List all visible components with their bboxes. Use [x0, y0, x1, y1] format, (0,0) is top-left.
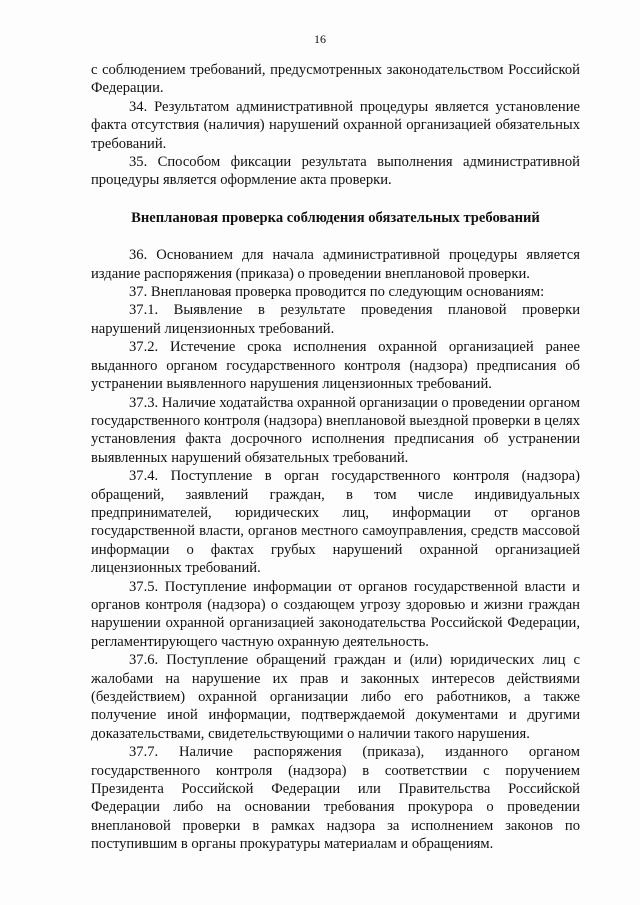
paragraph: 36. Основанием для начала административной процедуры является издание распоряжения (приказа) о проведении внеплановой проверки.: [91, 247, 580, 282]
paragraphs-before-heading: [91, 61, 580, 190]
document-body: [91, 61, 580, 854]
section-heading: Внеплановая проверка соблюдения обязательных требований: [131, 209, 540, 226]
paragraph: 37.1. Выявление в результате проведения плановой проверки нарушений лицензионных требований.: [91, 302, 580, 337]
paragraph: с соблюдением требований, предусмотренных законодательством Российской Федерации.: [91, 62, 580, 97]
page-number: 16: [314, 32, 326, 46]
paragraph: 37.2. Истечение срока исполнения охранной организацией ранее выданного органом государственного контроля (надзора) предписания об устранении выявленного нарушения лицензионных требований.: [91, 339, 580, 393]
paragraph: 37.4. Поступление в орган государственного контроля (надзора) обращений, заявлений граждан, в том числе индивидуальных предпринимателей, юридических лиц, информации от органов государственной власти, органов местного самоуправления, средств массовой информации о фактах грубых нарушений охранной организацией лицензионных требований.: [91, 468, 580, 577]
paragraph: 35. Способом фиксации результата выполнения административной процедуры является оформление акта проверки.: [91, 154, 580, 189]
paragraph: 37.6. Поступление обращений граждан и (или) юридических лиц с жалобами на нарушение их прав и законных интересов действиями (бездействием) охранной организации либо его работников, а также получение иной информации, подтверждаемой документами и другими доказательствами, свидетельствующими о наличии такого нарушения.: [91, 652, 580, 742]
paragraph: 37.7. Наличие распоряжения (приказа), изданного органом государственного контроля (надзора) в соответствии с поручением Президента Российской Федерации или Правительства Российской Федерации либо на основании требования прокурора о проведении внеплановой проверки в рамках надзора за исполнением законов по поступившим в органы прокуратуры материалам и обращениям.: [91, 744, 580, 853]
paragraph: 34. Результатом административной процедуры является установление факта отсутствия (наличия) нарушений охранной организацией обязательных требований.: [91, 98, 580, 152]
paragraph: 37.3. Наличие ходатайства охранной организации о проведении органом государственного контроля (надзора) внеплановой выездной проверки в целях установления факта досрочного исполнения предписания об устранении выявленных нарушений обязательных требований.: [91, 394, 580, 466]
paragraphs-after-heading: [91, 246, 580, 853]
paragraph: 37. Внеплановая проверка проводится по следующим основаниям:: [129, 284, 545, 301]
paragraph: 37.5. Поступление информации от органов государственной власти и органов контроля (надзора) о создающем угрозу здоровью и жизни граждан нарушении охранной организацией законодательства Российской Федерации, регламентирующего частную охранную деятельность.: [91, 578, 580, 650]
